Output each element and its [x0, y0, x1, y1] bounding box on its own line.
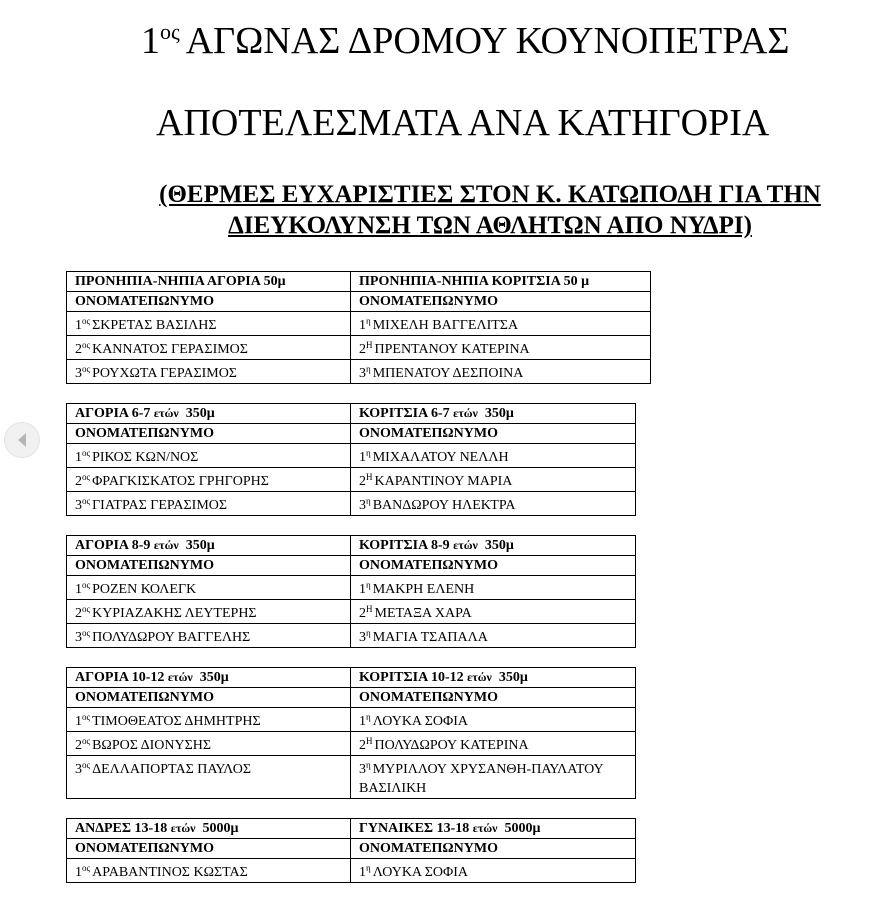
- boys-result: $1^{o\varsigma}$ ΤΙΜΟΘΕΑΤΟΣ ΔΗΜΗΤΡΗΣ: [67, 708, 351, 732]
- column-header-row: [67, 556, 636, 576]
- girls-result: $1^\eta$ ΜΙΧΑΛΑΤΟΥ ΝΕΛΛΗ: [351, 444, 636, 468]
- girls-category: ΚΟΡΙΤΣΙΑ 6-7 ετών 350μ: [351, 404, 636, 424]
- column-header-row: [67, 424, 636, 444]
- results-table-age-8-9: [66, 535, 636, 648]
- girls-category: ΚΟΡΙΤΣΙΑ 10-12 ετών 350μ: [351, 668, 636, 688]
- table-row: [67, 600, 636, 624]
- boys-name-header: ΟΝΟΜΑΤΕΠΩΝΥΜΟ: [67, 556, 351, 576]
- girls-category: ΚΟΡΙΤΣΙΑ 8-9 ετών 350μ: [351, 536, 636, 556]
- table-row: [67, 468, 636, 492]
- results-table-toddlers: [66, 271, 651, 384]
- boys-result: $1^{o\varsigma}$ ΣΚΡΕΤΑΣ ΒΑΣΙΛΗΣ: [67, 312, 351, 336]
- boys-result: $3^{o\varsigma}$ ΔΕΛΛΑΠΟΡΤΑΣ ΠΑΥΛΟΣ: [67, 756, 351, 799]
- boys-result: $3^{o\varsigma}$ ΓΙΑΤΡΑΣ ΓΕΡΑΣΙΜΟΣ: [67, 492, 351, 516]
- page-subtitle: ΑΠΟΤΕΛΕΣΜΑΤΑ ΑΝΑ ΚΑΤΗΓΟΡΙΑ: [156, 102, 770, 144]
- girls-name-header: ΟΝΟΜΑΤΕΠΩΝΥΜΟ: [351, 688, 636, 708]
- results-table-age-10-12: [66, 667, 636, 799]
- girls-result: $1^\eta$ ΛΟΥΚΑ ΣΟΦΙΑ: [351, 859, 636, 883]
- table-row: [67, 708, 636, 732]
- girls-category: ΓΥΝΑΙΚΕΣ 13-18 ετών 5000μ: [351, 819, 636, 839]
- thanks-note-line-1: (ΘΕΡΜΕΣ ΕΥΧΑΡΙΣΤΙΕΣ ΣΤΟΝ Κ. ΚΑΤΩΠΟΔΗ ΓΙΑ ΤΗΝ: [159, 181, 821, 208]
- column-header-row: [67, 839, 636, 859]
- boys-result: $3^{o\varsigma}$ ΠΟΛΥΔΩΡΟΥ ΒΑΓΓΕΛΗΣ: [67, 624, 351, 648]
- girls-category: ΠΡΟΝΗΠΙΑ-ΝΗΠΙΑ ΚΟΡΙΤΣΙΑ 50 μ: [351, 272, 651, 292]
- boys-result: $2^{o\varsigma}$ ΒΩΡΟΣ ΔΙΟΝΥΣΗΣ: [67, 732, 351, 756]
- page-title: [46, 10, 789, 63]
- girls-result: $2^H$ ΠΟΛΥΔΩΡΟΥ ΚΑΤΕΡΙΝΑ: [351, 732, 636, 756]
- thanks-note-line-2: ΔΙΕΥΚΟΛΥΝΣΗ ΤΩΝ ΑΘΛΗΤΩΝ ΑΠΟ ΝΥΔΡΙ): [228, 212, 752, 239]
- table-row: [67, 576, 636, 600]
- table-row: [67, 624, 636, 648]
- boys-result: $2^{o\varsigma}$ ΚΑΝΝΑΤΟΣ ΓΕΡΑΣΙΜΟΣ: [67, 336, 351, 360]
- boys-name-header: ΟΝΟΜΑΤΕΠΩΝΥΜΟ: [67, 292, 351, 312]
- category-row: [67, 404, 636, 424]
- boys-result: $1^{o\varsigma}$ ΡΟΖΕΝ ΚΟΛΕΓΚ: [67, 576, 351, 600]
- title-number: 1: [141, 20, 160, 62]
- table-row: [67, 732, 636, 756]
- column-header-row: [67, 292, 651, 312]
- girls-result: $3^\eta$ ΜΑΓΙΑ ΤΣΑΠΑΛΑ: [351, 624, 636, 648]
- boys-name-header: ΟΝΟΜΑΤΕΠΩΝΥΜΟ: [67, 839, 351, 859]
- girls-name-header: ΟΝΟΜΑΤΕΠΩΝΥΜΟ: [351, 839, 636, 859]
- boys-result: $2^{o\varsigma}$ ΚΥΡΙΑΖΑΚΗΣ ΛΕΥΤΕΡΗΣ: [67, 600, 351, 624]
- boys-result: $3^{o\varsigma}$ ΡΟΥΧΩΤΑ ΓΕΡΑΣΙΜΟΣ: [67, 360, 351, 384]
- table-row: [67, 360, 651, 384]
- table-row: [67, 756, 636, 799]
- table-row: [67, 492, 636, 516]
- table-row: [67, 444, 636, 468]
- column-header-row: [67, 688, 636, 708]
- girls-result: $1^\eta$ ΛΟΥΚΑ ΣΟΦΙΑ: [351, 708, 636, 732]
- boys-category: ΠΡΟΝΗΠΙΑ-ΝΗΠΙΑ ΑΓΟΡΙΑ 50μ: [67, 272, 351, 292]
- table-row: [67, 336, 651, 360]
- boys-result: $2^{o\varsigma}$ ΦΡΑΓΚΙΣΚΑΤΟΣ ΓΡΗΓΟΡΗΣ: [67, 468, 351, 492]
- category-row: [67, 536, 636, 556]
- boys-category: ΑΓΟΡΙΑ 6-7 ετών 350μ: [67, 404, 351, 424]
- girls-name-header: ΟΝΟΜΑΤΕΠΩΝΥΜΟ: [351, 556, 636, 576]
- title-ordinal: ος: [160, 19, 180, 44]
- boys-result: $1^{o\varsigma}$ ΡΙΚΟΣ ΚΩΝ/ΝΟΣ: [67, 444, 351, 468]
- boys-category: ΑΝΔΡΕΣ 13-18 ετών 5000μ: [67, 819, 351, 839]
- previous-page-button[interactable]: [4, 422, 40, 458]
- girls-result: $1^\eta$ ΜΙΧΕΛΗ ΒΑΓΓΕΛΙΤΣΑ: [351, 312, 651, 336]
- girls-result: $2^H$ ΠΡΕΝΤΑΝΟΥ ΚΑΤΕΡΙΝΑ: [351, 336, 651, 360]
- category-row: [67, 668, 636, 688]
- girls-name-header: ΟΝΟΜΑΤΕΠΩΝΥΜΟ: [351, 424, 636, 444]
- girls-result: $3^\eta$ ΜΥΡΙΛΛΟΥ ΧΡΥΣΑΝΘΗ-ΠΑΥΛΑΤΟΥ ΒΑΣΙΛΙΚΗ: [351, 756, 636, 799]
- girls-result: $2^H$ ΚΑΡΑΝΤΙΝΟΥ ΜΑΡΙΑ: [351, 468, 636, 492]
- table-row: [67, 312, 651, 336]
- boys-name-header: ΟΝΟΜΑΤΕΠΩΝΥΜΟ: [67, 688, 351, 708]
- boys-result: $1^{o\varsigma}$ ΑΡΑΒΑΝΤΙΝΟΣ ΚΩΣΤΑΣ: [67, 859, 351, 883]
- results-table-age-13-18: [66, 818, 636, 883]
- girls-result: $1^\eta$ ΜΑΚΡΗ ΕΛΕΝΗ: [351, 576, 636, 600]
- category-row: [67, 272, 651, 292]
- girls-result: $2^H$ ΜΕΤΑΞΑ ΧΑΡΑ: [351, 600, 636, 624]
- girls-result: $3^\eta$ ΒΑΝΔΩΡΟΥ ΗΛΕΚΤΡΑ: [351, 492, 636, 516]
- boys-category: ΑΓΟΡΙΑ 8-9 ετών 350μ: [67, 536, 351, 556]
- boys-category: ΑΓΟΡΙΑ 10-12 ετών 350μ: [67, 668, 351, 688]
- results-table-age-6-7: [66, 403, 636, 516]
- girls-name-header: ΟΝΟΜΑΤΕΠΩΝΥΜΟ: [351, 292, 651, 312]
- chevron-left-icon: [15, 432, 29, 448]
- boys-name-header: ΟΝΟΜΑΤΕΠΩΝΥΜΟ: [67, 424, 351, 444]
- category-row: [67, 819, 636, 839]
- table-row: [67, 859, 636, 883]
- title-text: ΑΓΩΝΑΣ ΔΡΟΜΟΥ ΚΟΥΝΟΠΕΤΡΑΣ: [185, 20, 790, 62]
- girls-result: $3^\eta$ ΜΠΕΝΑΤΟΥ ΔΕΣΠΟΙΝΑ: [351, 360, 651, 384]
